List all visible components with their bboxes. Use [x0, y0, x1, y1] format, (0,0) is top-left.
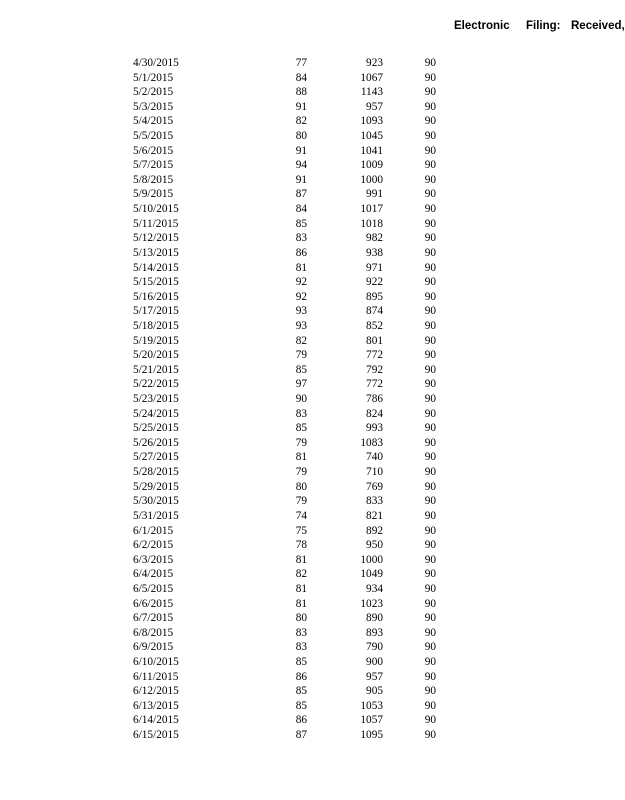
value-a-cell: 88 [295, 86, 307, 99]
value-b-cell: 982 [366, 232, 383, 245]
date-cell: 5/17/2015 [133, 305, 179, 318]
table-row [0, 377, 618, 392]
value-b-cell: 772 [366, 378, 383, 391]
value-c-cell: 90 [424, 276, 436, 289]
date-cell: 5/4/2015 [133, 115, 174, 128]
value-b-cell: 1093 [360, 115, 383, 128]
value-c-cell: 90 [424, 188, 436, 201]
value-b-cell: 1057 [360, 714, 383, 727]
value-a-cell: 91 [295, 100, 307, 113]
value-b-cell: 786 [366, 393, 383, 406]
table-row [0, 553, 618, 568]
table-row [0, 538, 618, 553]
date-cell: 5/23/2015 [133, 393, 179, 406]
value-c-cell: 90 [424, 641, 436, 654]
value-b-cell: 991 [366, 188, 383, 201]
value-a-cell: 85 [295, 217, 307, 230]
value-a-cell: 91 [295, 144, 307, 157]
value-c-cell: 90 [424, 451, 436, 464]
value-a-cell: 82 [295, 568, 307, 581]
table-row [0, 217, 618, 232]
value-c-cell: 90 [424, 261, 436, 274]
date-cell: 6/1/2015 [133, 524, 174, 537]
table-row [0, 246, 618, 261]
value-b-cell: 934 [366, 582, 383, 595]
date-cell: 6/9/2015 [133, 641, 174, 654]
table-row [0, 436, 618, 451]
date-cell: 5/1/2015 [133, 71, 174, 84]
value-a-cell: 75 [295, 524, 307, 537]
date-cell: 6/8/2015 [133, 626, 174, 639]
date-cell: 6/6/2015 [133, 597, 174, 610]
value-a-cell: 86 [295, 246, 307, 259]
value-b-cell: 1067 [360, 71, 383, 84]
value-c-cell: 90 [424, 115, 436, 128]
table-row [0, 597, 618, 612]
value-b-cell: 801 [366, 334, 383, 347]
value-a-cell: 85 [295, 363, 307, 376]
value-c-cell: 90 [424, 524, 436, 537]
value-c-cell: 90 [424, 655, 436, 668]
table-row [0, 699, 618, 714]
value-c-cell: 90 [424, 509, 436, 522]
value-b-cell: 1017 [360, 203, 383, 216]
table-row [0, 582, 618, 597]
value-b-cell: 892 [366, 524, 383, 537]
value-a-cell: 83 [295, 641, 307, 654]
date-cell: 5/13/2015 [133, 246, 179, 259]
value-b-cell: 893 [366, 626, 383, 639]
value-b-cell: 1049 [360, 568, 383, 581]
date-cell: 5/11/2015 [133, 217, 179, 230]
date-cell: 5/24/2015 [133, 407, 179, 420]
table-row [0, 290, 618, 305]
value-c-cell: 90 [424, 217, 436, 230]
value-a-cell: 79 [295, 436, 307, 449]
value-a-cell: 81 [295, 451, 307, 464]
value-c-cell: 90 [424, 305, 436, 318]
value-a-cell: 78 [295, 539, 307, 552]
date-cell: 5/26/2015 [133, 436, 179, 449]
date-cell: 5/10/2015 [133, 203, 179, 216]
table-row [0, 319, 618, 334]
value-b-cell: 821 [366, 509, 383, 522]
value-a-cell: 94 [295, 159, 307, 172]
value-a-cell: 83 [295, 232, 307, 245]
table-row [0, 129, 618, 144]
date-cell: 5/9/2015 [133, 188, 174, 201]
value-a-cell: 79 [295, 349, 307, 362]
value-b-cell: 900 [366, 655, 383, 668]
value-a-cell: 87 [295, 188, 307, 201]
value-c-cell: 90 [424, 407, 436, 420]
value-c-cell: 90 [424, 422, 436, 435]
value-c-cell: 90 [424, 319, 436, 332]
page-header [454, 20, 625, 38]
value-b-cell: 1000 [360, 173, 383, 186]
value-c-cell: 90 [424, 363, 436, 376]
date-cell: 6/13/2015 [133, 699, 179, 712]
date-cell: 5/5/2015 [133, 130, 174, 143]
date-cell: 5/15/2015 [133, 276, 179, 289]
value-b-cell: 1095 [360, 729, 383, 742]
value-a-cell: 74 [295, 509, 307, 522]
value-b-cell: 1083 [360, 436, 383, 449]
date-cell: 6/5/2015 [133, 582, 174, 595]
date-cell: 5/6/2015 [133, 144, 174, 157]
value-a-cell: 86 [295, 670, 307, 683]
value-c-cell: 90 [424, 173, 436, 186]
value-c-cell: 90 [424, 86, 436, 99]
value-a-cell: 84 [295, 203, 307, 216]
value-a-cell: 80 [295, 130, 307, 143]
value-b-cell: 1053 [360, 699, 383, 712]
date-cell: 6/12/2015 [133, 685, 179, 698]
value-a-cell: 92 [295, 290, 307, 303]
value-a-cell: 83 [295, 407, 307, 420]
table-row [0, 144, 618, 159]
value-b-cell: 833 [366, 495, 383, 508]
value-c-cell: 90 [424, 71, 436, 84]
value-c-cell: 90 [424, 232, 436, 245]
value-b-cell: 895 [366, 290, 383, 303]
value-b-cell: 890 [366, 612, 383, 625]
value-b-cell: 938 [366, 246, 383, 259]
table-row [0, 334, 618, 349]
value-b-cell: 950 [366, 539, 383, 552]
date-cell: 5/12/2015 [133, 232, 179, 245]
value-c-cell: 90 [424, 699, 436, 712]
value-a-cell: 87 [295, 729, 307, 742]
value-b-cell: 874 [366, 305, 383, 318]
value-b-cell: 1023 [360, 597, 383, 610]
value-b-cell: 1143 [360, 86, 383, 99]
value-a-cell: 85 [295, 699, 307, 712]
value-c-cell: 90 [424, 436, 436, 449]
table-row [0, 275, 618, 290]
value-a-cell: 85 [295, 655, 307, 668]
value-a-cell: 81 [295, 597, 307, 610]
table-row [0, 304, 618, 319]
date-cell: 6/14/2015 [133, 714, 179, 727]
value-c-cell: 90 [424, 685, 436, 698]
value-c-cell: 90 [424, 159, 436, 172]
value-b-cell: 740 [366, 451, 383, 464]
table-row [0, 494, 618, 509]
table-row [0, 158, 618, 173]
table-row [0, 56, 618, 71]
value-b-cell: 957 [366, 100, 383, 113]
table-row [0, 348, 618, 363]
value-c-cell: 90 [424, 246, 436, 259]
value-c-cell: 90 [424, 670, 436, 683]
table-row [0, 407, 618, 422]
date-cell: 5/8/2015 [133, 173, 174, 186]
value-c-cell: 90 [424, 626, 436, 639]
value-c-cell: 90 [424, 539, 436, 552]
table-row [0, 231, 618, 246]
date-cell: 5/20/2015 [133, 349, 179, 362]
value-c-cell: 90 [424, 100, 436, 113]
value-b-cell: 957 [366, 670, 383, 683]
table-row [0, 450, 618, 465]
date-cell: 5/7/2015 [133, 159, 174, 172]
table-row [0, 363, 618, 378]
value-c-cell: 90 [424, 582, 436, 595]
table-row [0, 509, 618, 524]
value-c-cell: 90 [424, 57, 436, 69]
table-row [0, 85, 618, 100]
value-b-cell: 922 [366, 276, 383, 289]
data-table [0, 56, 618, 743]
value-b-cell: 824 [366, 407, 383, 420]
table-row [0, 684, 618, 699]
value-b-cell: 772 [366, 349, 383, 362]
value-c-cell: 90 [424, 553, 436, 566]
table-row [0, 524, 618, 539]
value-a-cell: 97 [295, 378, 307, 391]
value-a-cell: 84 [295, 71, 307, 84]
table-row [0, 100, 618, 115]
value-c-cell: 90 [424, 612, 436, 625]
table-row [0, 611, 618, 626]
value-c-cell: 90 [424, 290, 436, 303]
table-row [0, 713, 618, 728]
value-a-cell: 90 [295, 393, 307, 406]
value-c-cell: 90 [424, 349, 436, 362]
value-b-cell: 1045 [360, 130, 383, 143]
value-c-cell: 90 [424, 144, 436, 157]
value-a-cell: 79 [295, 495, 307, 508]
value-c-cell: 90 [424, 568, 436, 581]
value-c-cell: 90 [424, 334, 436, 347]
date-cell: 5/14/2015 [133, 261, 179, 274]
table-row [0, 670, 618, 685]
value-c-cell: 90 [424, 466, 436, 479]
date-cell: 6/11/2015 [133, 670, 179, 683]
value-c-cell: 90 [424, 130, 436, 143]
value-a-cell: 93 [295, 305, 307, 318]
table-row [0, 465, 618, 480]
value-b-cell: 792 [366, 363, 383, 376]
value-a-cell: 91 [295, 173, 307, 186]
table-row [0, 480, 618, 495]
date-cell: 5/16/2015 [133, 290, 179, 303]
value-a-cell: 92 [295, 276, 307, 289]
value-a-cell: 83 [295, 626, 307, 639]
value-b-cell: 790 [366, 641, 383, 654]
table-row [0, 114, 618, 129]
date-cell: 5/31/2015 [133, 509, 179, 522]
value-a-cell: 77 [295, 57, 307, 69]
value-c-cell: 90 [424, 597, 436, 610]
value-b-cell: 923 [366, 57, 383, 69]
date-cell: 5/27/2015 [133, 451, 179, 464]
value-a-cell: 93 [295, 319, 307, 332]
value-a-cell: 80 [295, 612, 307, 625]
date-cell: 6/4/2015 [133, 568, 174, 581]
value-b-cell: 905 [366, 685, 383, 698]
value-c-cell: 90 [424, 203, 436, 216]
value-b-cell: 993 [366, 422, 383, 435]
value-b-cell: 1009 [360, 159, 383, 172]
date-cell: 5/30/2015 [133, 495, 179, 508]
date-cell: 6/10/2015 [133, 655, 179, 668]
table-row [0, 421, 618, 436]
value-c-cell: 90 [424, 480, 436, 493]
value-a-cell: 86 [295, 714, 307, 727]
date-cell: 6/7/2015 [133, 612, 174, 625]
table-row [0, 187, 618, 202]
value-c-cell: 90 [424, 495, 436, 508]
table-row [0, 640, 618, 655]
date-cell: 6/3/2015 [133, 553, 174, 566]
table-row [0, 392, 618, 407]
value-c-cell: 90 [424, 378, 436, 391]
value-b-cell: 1000 [360, 553, 383, 566]
value-a-cell: 82 [295, 115, 307, 128]
date-cell: 5/21/2015 [133, 363, 179, 376]
header-received: Received, [571, 20, 625, 32]
value-b-cell: 1041 [360, 144, 383, 157]
value-a-cell: 85 [295, 685, 307, 698]
date-cell: 6/2/2015 [133, 539, 174, 552]
value-a-cell: 81 [295, 582, 307, 595]
table-row [0, 567, 618, 582]
value-b-cell: 769 [366, 480, 383, 493]
value-c-cell: 90 [424, 393, 436, 406]
header-electronic: Electronic [454, 20, 510, 32]
value-a-cell: 82 [295, 334, 307, 347]
value-b-cell: 971 [366, 261, 383, 274]
value-c-cell: 90 [424, 729, 436, 742]
date-cell: 5/22/2015 [133, 378, 179, 391]
date-cell: 5/2/2015 [133, 86, 174, 99]
date-cell: 5/28/2015 [133, 466, 179, 479]
table-row [0, 728, 618, 743]
table-row [0, 202, 618, 217]
date-cell: 5/3/2015 [133, 100, 174, 113]
date-cell: 6/15/2015 [133, 729, 179, 742]
value-c-cell: 90 [424, 714, 436, 727]
table-row [0, 261, 618, 276]
value-b-cell: 1018 [360, 217, 383, 230]
table-row [0, 626, 618, 641]
value-a-cell: 85 [295, 422, 307, 435]
table-row [0, 71, 618, 86]
header-filing: Filing: [526, 20, 561, 32]
value-a-cell: 81 [295, 261, 307, 274]
value-b-cell: 710 [366, 466, 383, 479]
date-cell: 5/29/2015 [133, 480, 179, 493]
value-b-cell: 852 [366, 319, 383, 332]
date-cell: 5/18/2015 [133, 319, 179, 332]
table-row [0, 173, 618, 188]
value-a-cell: 80 [295, 480, 307, 493]
date-cell: 4/30/2015 [133, 57, 179, 69]
value-a-cell: 79 [295, 466, 307, 479]
date-cell: 5/25/2015 [133, 422, 179, 435]
date-cell: 5/19/2015 [133, 334, 179, 347]
value-a-cell: 81 [295, 553, 307, 566]
table-row [0, 655, 618, 670]
